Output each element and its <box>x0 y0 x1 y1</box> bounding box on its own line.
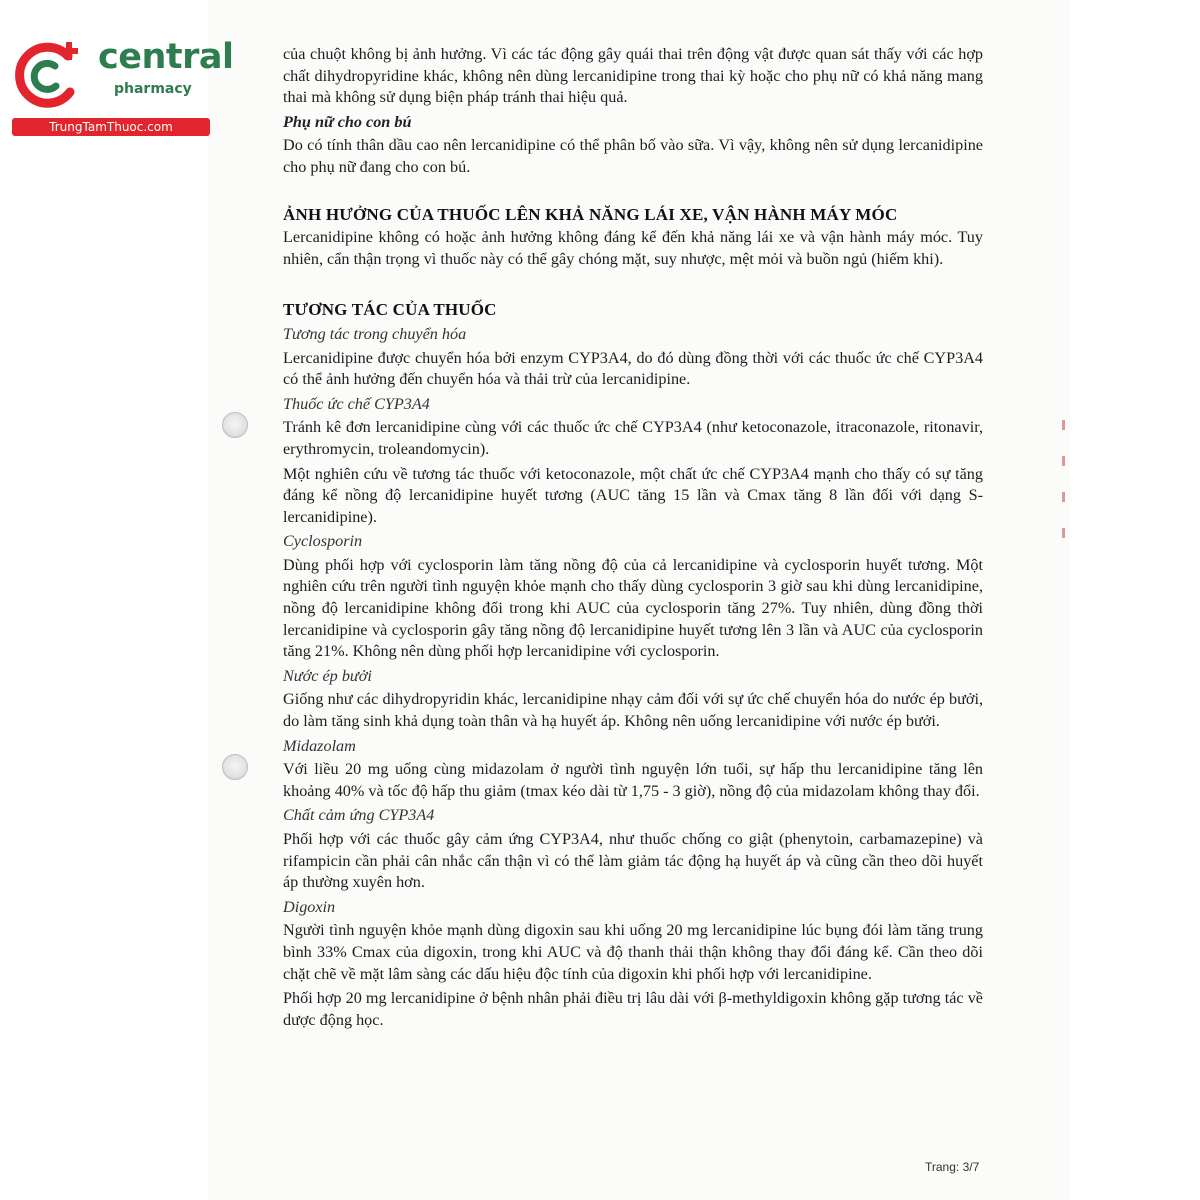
paragraph: Do có tính thân dầu cao nên lercanidipine có thể phân bố vào sữa. Vì vậy, không nên sử dụng lercanidipine cho phụ nữ đang cho con bú. <box>283 136 983 176</box>
paragraph: Người tình nguyện khỏe mạnh dùng digoxin sau khi uống 20 mg lercanidipine lúc bụng đói làm tăng trung bình 33% Cmax của digoxin, trong khi AUC và độ thanh thải thận không thay đổi đáng kể. Cần theo dõi chặt chẽ về mặt lâm sàng các dấu hiệu độc tính của digoxin khi phối hợp với lercanidipine. <box>283 921 983 983</box>
section-heading: ẢNH HƯỞNG CỦA THUỐC LÊN KHẢ NĂNG LÁI XE, VẬN HÀNH MÁY MÓC <box>283 204 898 224</box>
paragraph: Giống như các dihydropyridin khác, lercanidipine nhạy cảm đối với sự ức chế chuyển hóa do nước ép bưởi, do làm tăng sinh khả dụng toàn thân và hạ huyết áp. Không nên uống lercanidipine với nước ép bưởi. <box>283 690 983 731</box>
brand-url[interactable]: TrungTamThuoc.com <box>12 118 210 136</box>
subheading: Digoxin <box>283 897 336 916</box>
paragraph: của chuột không bị ảnh hưởng. Vì các tác động gây quái thai trên động vật được quan sát thấy với các hợp chất dihydropyridine khác, không nên dùng lercanidipine trong thai kỳ hoặc cho phụ nữ có khả năng mang thai mà không sử dụng biện pháp tránh thai hiệu quả. <box>283 45 983 107</box>
document-body <box>283 44 983 1034</box>
brand-logo[interactable] <box>10 36 234 136</box>
paragraph: Một nghiên cứu về tương tác thuốc với ketoconazole, một chất ức chế CYP3A4 mạnh cho thấy có sự tăng đáng kể nồng độ lercanidipine huyết tương (AUC tăng 15 lần và Cmax tăng 8 lần đối với dạng S-lercanidipine). <box>283 464 983 526</box>
subheading: Phụ nữ cho con bú <box>283 112 412 131</box>
paragraph: Phối hợp 20 mg lercanidipine ở bệnh nhân phải điều trị lâu dài với β-methyldigoxin không gặp tương tác về dược động học. <box>283 989 983 1029</box>
paragraph: Dùng phối hợp với cyclosporin làm tăng nồng độ của cả lercanidipine và cyclosporin huyết tương. Một nghiên cứu trên người tình nguyện khỏe mạnh cho thấy dùng cyclosporin 3 giờ sau khi dùng lercanidipine, nồng độ lercanidipine không đổi trong khi AUC của cyclosporin tăng 27%. Tuy nhiên, dùng đồng thời lercanidipine và cyclosporin gây tăng nồng độ lercanidipine huyết tương lên 3 lần và AUC của cyclosporin tăng 21%. Không nên dùng phối hợp lercanidipine với cyclosporin. <box>283 555 983 661</box>
paragraph: Với liều 20 mg uống cùng midazolam ở người tình nguyện lớn tuổi, sự hấp thu lercanidipine tăng lên khoảng 40% và tốc độ hấp thu giảm (tmax kéo dài từ 1,75 - 3 giờ), nồng độ của midazolam không thay đổi. <box>283 760 983 800</box>
subheading: Cyclosporin <box>283 532 363 551</box>
punch-hole <box>222 412 248 438</box>
paragraph: Lercanidipine không có hoặc ảnh hưởng không đáng kể đến khả năng lái xe và vận hành máy móc. Tuy nhiên, cẩn thận trọng vì thuốc này có thể gây chóng mặt, suy nhược, mệt mỏi và buồn ngủ (hiếm khi). <box>283 228 983 268</box>
subheading: Nước ép bưởi <box>283 666 372 685</box>
punch-hole <box>222 754 248 780</box>
section-heading: TƯƠNG TÁC CỦA THUỐC <box>283 300 497 320</box>
brand-name: central <box>98 37 234 77</box>
subheading: Midazolam <box>283 736 356 755</box>
subheading: Tương tác trong chuyển hóa <box>283 324 467 343</box>
paragraph: Phối hợp với các thuốc gây cảm ứng CYP3A4, như thuốc chống co giật (phenytoin, carbamazepine) và rifampicin cần phải cân nhắc cẩn thận vì có thể làm giảm tác động hạ huyết áp và cũng cần theo dõi huyết áp thường xuyên hơn. <box>283 830 983 892</box>
brand-subtitle: pharmacy <box>114 81 192 97</box>
subheading: Thuốc ức chế CYP3A4 <box>283 394 430 413</box>
stamp-edge-mark <box>1058 420 1070 590</box>
paragraph: Tránh kê đơn lercanidipine cùng với các thuốc ức chế CYP3A4 (như ketoconazole, itraconazole, ritonavir, erythromycin, troleandomycin). <box>283 418 983 458</box>
pharmacy-cross-logo-icon <box>10 36 88 114</box>
paragraph: Lercanidipine được chuyển hóa bởi enzym CYP3A4, do đó dùng đồng thời với các thuốc ức chế CYP3A4 có thể ảnh hưởng đến chuyển hóa và thải trừ của lercanidipine. <box>283 348 983 389</box>
subheading: Chất cảm ứng CYP3A4 <box>283 806 435 825</box>
page-number: Trang: 3/7 <box>925 1160 980 1174</box>
